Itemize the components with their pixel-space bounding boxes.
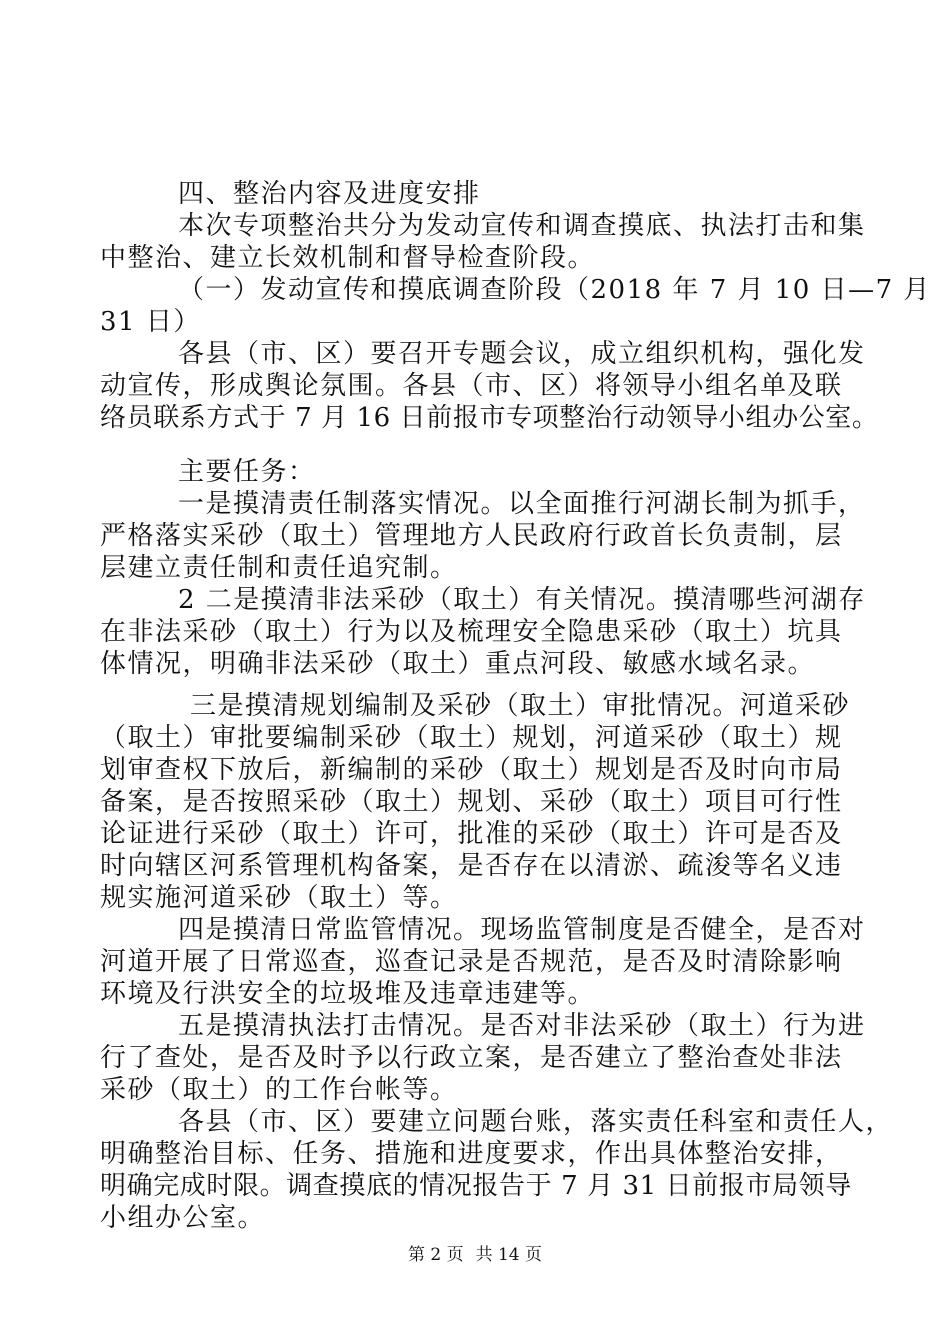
body-line: 31 日） xyxy=(100,307,201,337)
body-line: 四是摸清日常监管情况。现场监管制度是否健全，是否对 xyxy=(178,915,866,945)
body-line: 动宣传，形成舆论氛围。各县（市、区）将领导小组名单及联 xyxy=(100,371,843,401)
body-line: 络员联系方式于 7 月 16 日前报市专项整治行动领导小组办公室。 xyxy=(100,403,879,433)
main-tasks-label: 主要任务： xyxy=(178,457,316,487)
body-line: 严格落实采砂（取土）管理地方人民政府行政首长负责制，层 xyxy=(100,521,843,551)
body-line: 一是摸清责任制落实情况。以全面推行河湖长制为抓手， xyxy=(178,489,866,519)
page-total: 共 14 页 xyxy=(475,1245,543,1265)
body-line: 在非法采砂（取土）行为以及梳理安全隐患采砂（取土）坑具 xyxy=(100,617,843,647)
body-line: 规实施河道采砂（取土）等。 xyxy=(100,883,458,913)
body-line: 划审查权下放后，新编制的采砂（取土）规划是否及时向市局 xyxy=(100,755,843,785)
body-line: 小组办公室。 xyxy=(100,1203,266,1233)
section-heading: 四、整治内容及进度安排 xyxy=(178,179,481,209)
body-line: 时向辖区河系管理机构备案，是否存在以清淤、疏浚等名义违 xyxy=(100,851,843,881)
body-line: 中整治、建立长效机制和督导检查阶段。 xyxy=(100,243,596,273)
body-line: 河道开展了日常巡查，巡查记录是否规范，是否及时清除影响 xyxy=(100,947,843,977)
body-line: 论证进行采砂（取土）许可，批准的采砂（取土）许可是否及 xyxy=(100,819,843,849)
body-line: 备案，是否按照采砂（取土）规划、采砂（取土）项目可行性 xyxy=(100,787,843,817)
body-line: 采砂（取土）的工作台帐等。 xyxy=(100,1075,458,1105)
body-line: 本次专项整治共分为发动宣传和调查摸底、执法打击和集 xyxy=(178,211,866,241)
body-line: 五是摸清执法打击情况。是否对非法采砂（取土）行为进 xyxy=(178,1011,866,1041)
body-line: 各县（市、区）要召开专题会议，成立组织机构，强化发 xyxy=(178,339,866,369)
body-line: 三是摸清规划编制及采砂（取土）审批情况。河道采砂 xyxy=(190,691,851,721)
page-number: 第 2 页 xyxy=(407,1245,464,1265)
body-line: 各县（市、区）要建立问题台账，落实责任科室和责任人， xyxy=(178,1107,894,1137)
body-line: 明确整治目标、任务、措施和进度要求，作出具体整治安排， xyxy=(100,1139,843,1169)
body-line: 明确完成时限。调查摸底的情况报告于 7 月 31 日前报市局领导 xyxy=(100,1171,852,1201)
subsection-heading: （一）发动宣传和摸底调查阶段（2018 年 7 月 10 日—7 月 xyxy=(178,275,931,305)
body-line: 体情况，明确非法采砂（取土）重点河段、敏感水域名录。 xyxy=(100,649,816,679)
body-line: （取土）审批要编制采砂（取土）规划，河道采砂（取土）规 xyxy=(100,723,843,753)
body-line: 环境及行洪安全的垃圾堆及违章违建等。 xyxy=(100,979,596,1009)
body-line: 行了查处，是否及时予以行政立案，是否建立了整治查处非法 xyxy=(100,1043,843,1073)
body-line: 层建立责任制和责任追究制。 xyxy=(100,553,458,583)
page-footer xyxy=(0,1244,950,1266)
body-line: 2 二是摸清非法采砂（取土）有关情况。摸清哪些河湖存 xyxy=(178,585,866,615)
